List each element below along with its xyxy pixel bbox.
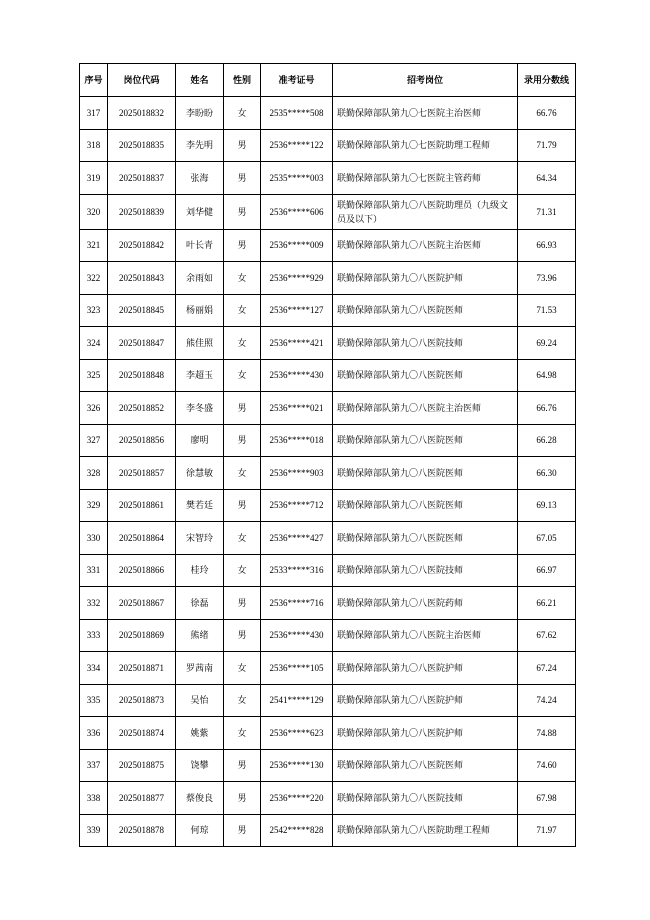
cell-index: 331: [80, 554, 108, 587]
table-row: [80, 522, 576, 555]
cell-index: 320: [80, 194, 108, 229]
cell-index: 329: [80, 489, 108, 522]
cell-code: 2025018837: [108, 162, 176, 195]
cell-index: 334: [80, 652, 108, 685]
table-row: [80, 359, 576, 392]
table-row: [80, 717, 576, 750]
header-cell-gender: 性别: [224, 64, 261, 97]
cell-ticket: 2536*****716: [261, 587, 333, 620]
table-row: [80, 327, 576, 360]
cell-position: 联勤保障部队第九〇八医院医师: [333, 294, 518, 327]
cell-position: 联勤保障部队第九〇八医院护师: [333, 684, 518, 717]
cell-score: 67.98: [518, 782, 576, 815]
cell-ticket: 2536*****009: [261, 229, 333, 262]
cell-name: 余雨如: [176, 262, 224, 295]
cell-ticket: 2536*****018: [261, 424, 333, 457]
cell-name: 徐磊: [176, 587, 224, 620]
cell-position: 联勤保障部队第九〇八医院医师: [333, 424, 518, 457]
cell-index: 321: [80, 229, 108, 262]
table-row: [80, 814, 576, 847]
cell-position: 联勤保障部队第九〇八医院医师: [333, 457, 518, 490]
cell-code: 2025018869: [108, 619, 176, 652]
cell-gender: 男: [224, 619, 261, 652]
cell-ticket: 2536*****421: [261, 327, 333, 360]
cell-score: 66.76: [518, 392, 576, 425]
cell-code: 2025018835: [108, 129, 176, 162]
cell-gender: 女: [224, 717, 261, 750]
table-row: [80, 554, 576, 587]
cell-code: 2025018873: [108, 684, 176, 717]
cell-position: 联勤保障部队第九〇八医院护师: [333, 717, 518, 750]
cell-position: 联勤保障部队第九〇八医院主治医师: [333, 392, 518, 425]
cell-gender: 男: [224, 587, 261, 620]
cell-name: 蔡俊良: [176, 782, 224, 815]
cell-code: 2025018867: [108, 587, 176, 620]
cell-gender: 男: [224, 392, 261, 425]
cell-index: 338: [80, 782, 108, 815]
cell-name: 吴怡: [176, 684, 224, 717]
cell-ticket: 2536*****430: [261, 359, 333, 392]
cell-ticket: 2533*****316: [261, 554, 333, 587]
cell-code: 2025018845: [108, 294, 176, 327]
cell-gender: 女: [224, 262, 261, 295]
cell-score: 74.24: [518, 684, 576, 717]
cell-code: 2025018866: [108, 554, 176, 587]
cell-ticket: 2536*****122: [261, 129, 333, 162]
cell-name: 廖明: [176, 424, 224, 457]
cell-name: 熊佳照: [176, 327, 224, 360]
header-cell-score: 录用分数线: [518, 64, 576, 97]
header-row: [80, 64, 576, 97]
recruitment-score-table: [79, 63, 576, 847]
cell-score: 66.93: [518, 229, 576, 262]
cell-name: 姚紫: [176, 717, 224, 750]
cell-code: 2025018848: [108, 359, 176, 392]
cell-code: 2025018864: [108, 522, 176, 555]
cell-name: 樊若廷: [176, 489, 224, 522]
table-row: [80, 424, 576, 457]
cell-gender: 女: [224, 684, 261, 717]
cell-gender: 女: [224, 327, 261, 360]
cell-score: 64.34: [518, 162, 576, 195]
cell-gender: 男: [224, 194, 261, 229]
cell-name: 刘华健: [176, 194, 224, 229]
cell-gender: 男: [224, 229, 261, 262]
cell-ticket: 2536*****130: [261, 749, 333, 782]
cell-gender: 男: [224, 489, 261, 522]
cell-score: 66.28: [518, 424, 576, 457]
cell-index: 327: [80, 424, 108, 457]
cell-name: 李冬盛: [176, 392, 224, 425]
cell-name: 徐慧敏: [176, 457, 224, 490]
cell-position: 联勤保障部队第九〇七医院助理工程师: [333, 129, 518, 162]
cell-index: 336: [80, 717, 108, 750]
cell-code: 2025018871: [108, 652, 176, 685]
cell-code: 2025018843: [108, 262, 176, 295]
cell-ticket: 2536*****712: [261, 489, 333, 522]
cell-gender: 男: [224, 162, 261, 195]
cell-gender: 女: [224, 359, 261, 392]
cell-name: 杨丽娟: [176, 294, 224, 327]
cell-code: 2025018852: [108, 392, 176, 425]
cell-index: 330: [80, 522, 108, 555]
cell-score: 71.31: [518, 194, 576, 229]
table-row: [80, 392, 576, 425]
cell-gender: 女: [224, 554, 261, 587]
cell-name: 李先明: [176, 129, 224, 162]
cell-position: 联勤保障部队第九〇八医院主治医师: [333, 229, 518, 262]
cell-gender: 女: [224, 97, 261, 130]
table-row: [80, 162, 576, 195]
cell-code: 2025018856: [108, 424, 176, 457]
cell-index: 326: [80, 392, 108, 425]
table-row: [80, 652, 576, 685]
header-cell-name: 姓名: [176, 64, 224, 97]
cell-code: 2025018874: [108, 717, 176, 750]
cell-gender: 男: [224, 782, 261, 815]
table-row: [80, 489, 576, 522]
table-row: [80, 684, 576, 717]
cell-position: 联勤保障部队第九〇八医院技师: [333, 554, 518, 587]
cell-index: 322: [80, 262, 108, 295]
cell-code: 2025018877: [108, 782, 176, 815]
cell-position: 联勤保障部队第九〇八医院技师: [333, 327, 518, 360]
cell-position: 联勤保障部队第九〇七医院主治医师: [333, 97, 518, 130]
cell-ticket: 2536*****430: [261, 619, 333, 652]
cell-ticket: 2535*****508: [261, 97, 333, 130]
cell-code: 2025018832: [108, 97, 176, 130]
cell-ticket: 2536*****606: [261, 194, 333, 229]
cell-score: 64.98: [518, 359, 576, 392]
cell-index: 333: [80, 619, 108, 652]
cell-score: 71.97: [518, 814, 576, 847]
cell-index: 325: [80, 359, 108, 392]
table-row: [80, 294, 576, 327]
cell-gender: 男: [224, 749, 261, 782]
cell-score: 71.79: [518, 129, 576, 162]
cell-gender: 男: [224, 129, 261, 162]
table-body: [80, 97, 576, 847]
cell-index: 339: [80, 814, 108, 847]
header-cell-ticket: 准考证号: [261, 64, 333, 97]
cell-ticket: 2536*****623: [261, 717, 333, 750]
table-row: [80, 97, 576, 130]
cell-score: 74.88: [518, 717, 576, 750]
cell-score: 71.53: [518, 294, 576, 327]
cell-position: 联勤保障部队第九〇八医院医师: [333, 489, 518, 522]
cell-name: 李超玉: [176, 359, 224, 392]
cell-gender: 女: [224, 294, 261, 327]
cell-code: 2025018847: [108, 327, 176, 360]
cell-position: 联勤保障部队第九〇八医院助理员（九级文员及以下）: [333, 194, 518, 229]
cell-code: 2025018861: [108, 489, 176, 522]
cell-score: 66.97: [518, 554, 576, 587]
cell-position: 联勤保障部队第九〇八医院护师: [333, 262, 518, 295]
cell-code: 2025018875: [108, 749, 176, 782]
cell-gender: 女: [224, 652, 261, 685]
cell-name: 桂玲: [176, 554, 224, 587]
cell-index: 335: [80, 684, 108, 717]
cell-ticket: 2535*****003: [261, 162, 333, 195]
cell-position: 联勤保障部队第九〇八医院护师: [333, 652, 518, 685]
cell-score: 74.60: [518, 749, 576, 782]
cell-score: 67.62: [518, 619, 576, 652]
cell-ticket: 2536*****105: [261, 652, 333, 685]
cell-gender: 女: [224, 457, 261, 490]
cell-code: 2025018842: [108, 229, 176, 262]
cell-code: 2025018878: [108, 814, 176, 847]
cell-index: 318: [80, 129, 108, 162]
cell-index: 323: [80, 294, 108, 327]
cell-score: 67.05: [518, 522, 576, 555]
cell-position: 联勤保障部队第九〇八医院主治医师: [333, 619, 518, 652]
cell-position: 联勤保障部队第九〇八医院医师: [333, 749, 518, 782]
cell-name: 李盼盼: [176, 97, 224, 130]
cell-gender: 女: [224, 522, 261, 555]
cell-index: 328: [80, 457, 108, 490]
cell-ticket: 2536*****021: [261, 392, 333, 425]
cell-index: 337: [80, 749, 108, 782]
cell-score: 69.13: [518, 489, 576, 522]
table-row: [80, 262, 576, 295]
table-row: [80, 229, 576, 262]
cell-name: 宋智玲: [176, 522, 224, 555]
table-row: [80, 749, 576, 782]
cell-ticket: 2536*****427: [261, 522, 333, 555]
cell-position: 联勤保障部队第九〇八医院技师: [333, 782, 518, 815]
cell-score: 66.76: [518, 97, 576, 130]
cell-position: 联勤保障部队第九〇八医院医师: [333, 522, 518, 555]
cell-ticket: 2542*****828: [261, 814, 333, 847]
cell-index: 317: [80, 97, 108, 130]
cell-name: 张海: [176, 162, 224, 195]
header-cell-position: 招考岗位: [333, 64, 518, 97]
cell-name: 熊绪: [176, 619, 224, 652]
table-row: [80, 782, 576, 815]
cell-score: 66.21: [518, 587, 576, 620]
cell-ticket: 2536*****929: [261, 262, 333, 295]
cell-name: 何琼: [176, 814, 224, 847]
cell-ticket: 2541*****129: [261, 684, 333, 717]
cell-score: 67.24: [518, 652, 576, 685]
header-cell-code: 岗位代码: [108, 64, 176, 97]
cell-position: 联勤保障部队第九〇八医院医师: [333, 359, 518, 392]
cell-ticket: 2536*****220: [261, 782, 333, 815]
cell-ticket: 2536*****127: [261, 294, 333, 327]
cell-index: 332: [80, 587, 108, 620]
cell-index: 324: [80, 327, 108, 360]
cell-position: 联勤保障部队第九〇七医院主管药师: [333, 162, 518, 195]
cell-score: 69.24: [518, 327, 576, 360]
cell-name: 饶攀: [176, 749, 224, 782]
cell-gender: 男: [224, 424, 261, 457]
cell-code: 2025018857: [108, 457, 176, 490]
cell-code: 2025018839: [108, 194, 176, 229]
cell-score: 66.30: [518, 457, 576, 490]
cell-ticket: 2536*****903: [261, 457, 333, 490]
table-row: [80, 457, 576, 490]
cell-name: 叶长青: [176, 229, 224, 262]
cell-index: 319: [80, 162, 108, 195]
cell-score: 73.96: [518, 262, 576, 295]
table-row: [80, 619, 576, 652]
cell-name: 罗茜南: [176, 652, 224, 685]
table-header: [80, 64, 576, 97]
cell-position: 联勤保障部队第九〇八医院药师: [333, 587, 518, 620]
cell-gender: 男: [224, 814, 261, 847]
cell-position: 联勤保障部队第九〇八医院助理工程师: [333, 814, 518, 847]
header-cell-index: 序号: [80, 64, 108, 97]
table-row: [80, 587, 576, 620]
table-row: [80, 194, 576, 229]
table-row: [80, 129, 576, 162]
